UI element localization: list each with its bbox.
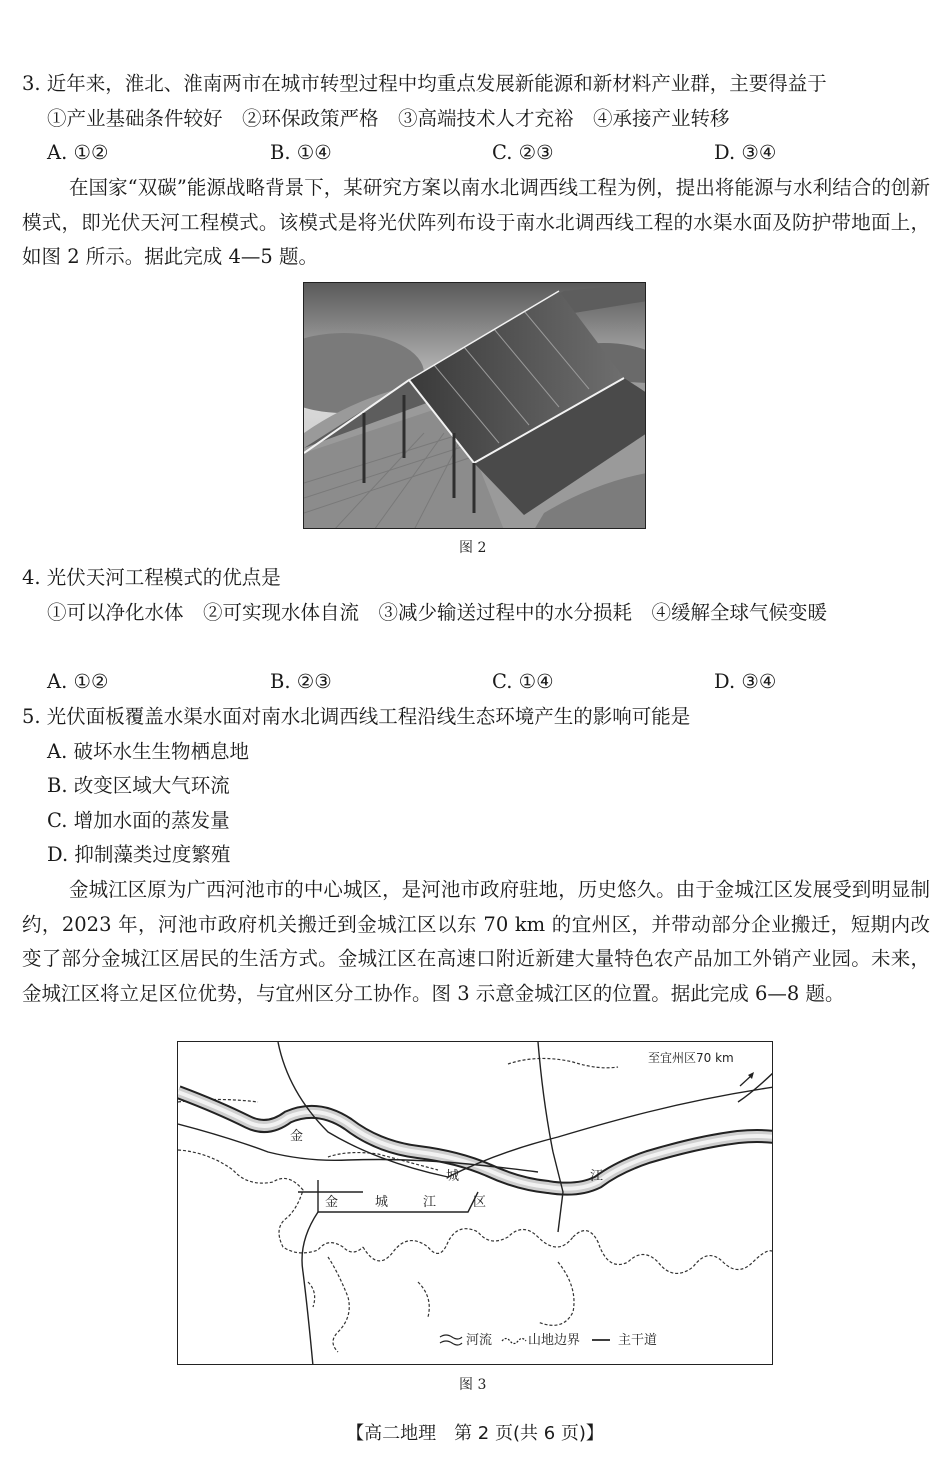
- q5-option-c: C. 增加水面的蒸发量: [47, 809, 230, 832]
- q3-stem: 3. 近年来，淮北、淮南两市在城市转型过程中均重点发展新能源和新材料产业群，主要得益于: [22, 72, 827, 95]
- mountain-boundary: [573, 1231, 773, 1274]
- q5-option-a: A. 破坏水生生物栖息地: [47, 740, 249, 763]
- q3-items: ①产业基础条件较好 ②环保政策严格 ③高端技术人才充裕 ④承接产业转移: [47, 107, 730, 130]
- mountain-boundary: [418, 1282, 429, 1317]
- main-road: [738, 1072, 773, 1102]
- river-label-1: 金: [290, 1129, 304, 1144]
- intro-6-8: 金城江区原为广西河池市的中心城区，是河池市政府驻地，历史悠久。由于金城江区发展受到明显制约，2023 年，河池市政府机关搬迁到金城江区以东 70 km 的宜州区，并带动部分企业搬迁，短期内改变了部分金城江区居民的生活方式。金城江区在高速口附近新建大量特色农产品加工外销产业园。未来，金城江区将立足区位优势，与宜州区分工协作。图 3 示意金城江区的位置。据此完成 6—8 题。: [22, 878, 930, 1005]
- map-legend: [440, 1332, 657, 1348]
- river-label-3: 江: [590, 1169, 604, 1184]
- q4-option-d: D. ③④: [714, 670, 777, 693]
- figure-3-map: [177, 1041, 773, 1365]
- figure-3-caption: 图 3: [459, 1377, 487, 1393]
- river-label-2: 城: [446, 1169, 460, 1184]
- main-road: [302, 1212, 318, 1365]
- mountain-boundary: [308, 1282, 315, 1307]
- mountain-boundary: [328, 1257, 349, 1352]
- legend-mountain: 山地边界: [528, 1333, 581, 1348]
- district-label-4: 区: [473, 1195, 487, 1210]
- q3-option-a: A. ①②: [47, 141, 109, 164]
- direction-label: 至宜州区70 km: [648, 1051, 734, 1065]
- q3-option-b: B. ①④: [270, 141, 332, 164]
- location-map: [178, 1042, 773, 1365]
- intro-4-5: 在国家“双碳”能源战略背景下，某研究方案以南水北调西线工程为例，提出将能源与水利结合的创新模式，即光伏天河工程模式。该模式是将光伏阵列布设于南水北调西线工程的水渠水面及防护带地面上，如图 2 所示。据此完成 4—5 题。: [22, 176, 930, 268]
- q5-stem: 5. 光伏面板覆盖水渠水面对南水北调西线工程沿线生态环境产生的影响可能是: [22, 705, 691, 728]
- q4-option-c: C. ①④: [492, 670, 554, 693]
- direction-arrow-icon: [740, 1072, 754, 1086]
- mountain-legend-icon: [502, 1339, 526, 1344]
- q5-option-d: D. 抑制藻类过度繁殖: [47, 843, 231, 866]
- mountain-boundary: [538, 1262, 574, 1325]
- q5-option-b: B. 改变区域大气环流: [47, 774, 230, 797]
- q4-stem: 4. 光伏天河工程模式的优点是: [22, 566, 281, 589]
- district-label-2: 城: [375, 1195, 389, 1210]
- q4-option-b: B. ②③: [270, 670, 332, 693]
- district-label-1: 金: [325, 1195, 339, 1210]
- legend-road: 主干道: [618, 1333, 658, 1348]
- page-footer: 【高二地理 第 2 页(共 6 页)】: [346, 1423, 604, 1444]
- figure-2-caption: 图 2: [459, 540, 487, 556]
- mountain-boundary: [508, 1058, 618, 1067]
- main-road: [318, 1180, 478, 1212]
- q4-option-a: A. ①②: [47, 670, 109, 693]
- q3-option-c: C. ②③: [492, 141, 554, 164]
- river: [178, 1092, 773, 1189]
- q4-items: ①可以净化水体 ②可实现水体自流 ③减少输送过程中的水分损耗 ④缓解全球气候变暖: [47, 601, 828, 624]
- district-label-3: 江: [423, 1195, 437, 1210]
- q3-option-d: D. ③④: [714, 141, 777, 164]
- solar-canal-illustration: [304, 283, 646, 529]
- legend-river: 河流: [466, 1333, 493, 1348]
- mountain-boundary: [363, 1229, 573, 1261]
- river-legend-icon: [440, 1335, 462, 1345]
- figure-2-photo: [303, 282, 646, 529]
